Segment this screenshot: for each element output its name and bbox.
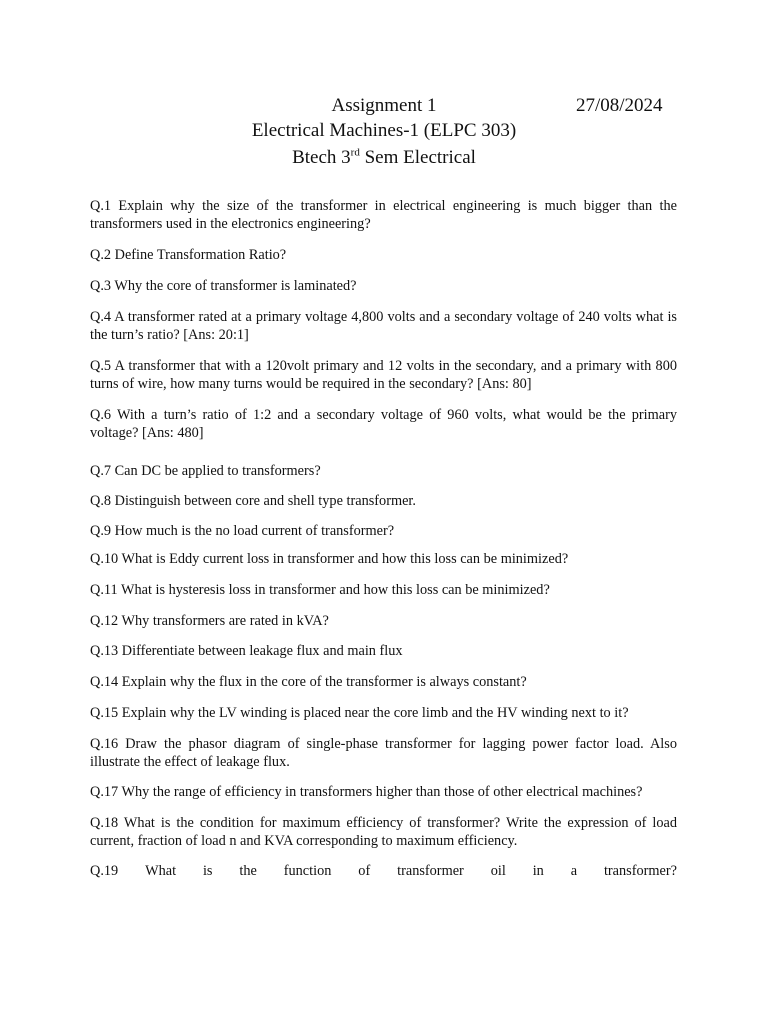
assignment-title: Assignment 1	[331, 95, 437, 116]
question-9: Q.9 How much is the no load current of transformer?	[90, 523, 395, 539]
q19-word: a	[570, 863, 578, 879]
question-12: Q.12 Why transformers are rated in kVA?	[90, 613, 329, 629]
q19-word: the	[239, 863, 257, 879]
program-line	[0, 146, 768, 170]
question-18: Q.18 What is the condition for maximum efficiency of transformer? Write the expression of load current, fraction of load n and KVA corresponding to maximum efficiency.	[90, 815, 677, 849]
question-11: Q.11 What is hysteresis loss in transformer and how this loss can be minimized?	[90, 582, 550, 598]
q19-word: function	[283, 863, 332, 879]
question-10: Q.10 What is Eddy current loss in transformer and how this loss can be minimized?	[90, 551, 569, 567]
program-sup: rd	[350, 146, 360, 159]
assignment-date: 27/08/2024	[576, 95, 663, 116]
program-suffix: Sem Electrical	[359, 147, 476, 168]
question-4: Q.4 A transformer rated at a primary voltage 4,800 volts and a secondary voltage of 240 volts what is the turn’s ratio? [Ans: 20:1]	[90, 309, 677, 343]
q19-word: transformer?	[603, 863, 677, 879]
q19-word: oil	[490, 863, 506, 879]
question-13: Q.13 Differentiate between leakage flux and main flux	[90, 643, 403, 659]
question-1: Q.1 Explain why the size of the transformer in electrical engineering is much bigger than the transformers used in the electronics engineering?	[90, 198, 677, 232]
course-title: Electrical Machines-1 (ELPC 303)	[251, 120, 517, 141]
question-15: Q.15 Explain why the LV winding is placed near the core limb and the HV winding next to it?	[90, 705, 629, 721]
q19-word: transformer	[397, 863, 464, 879]
q19-word: Q.19	[90, 863, 119, 879]
program-prefix: Btech 3	[292, 147, 351, 168]
question-5: Q.5 A transformer that with a 120volt primary and 12 volts in the secondary, and a primary with 800 turns of wire, how many turns would be required in the secondary? [Ans: 80]	[90, 358, 677, 392]
question-16: Q.16 Draw the phasor diagram of single-phase transformer for lagging power factor load. Also illustrate the effect of leakage flux.	[90, 736, 677, 770]
q19-word: in	[532, 863, 544, 879]
q19-word: of	[358, 863, 371, 879]
question-3: Q.3 Why the core of transformer is laminated?	[90, 278, 357, 294]
question-19	[90, 862, 677, 880]
question-2: Q.2 Define Transformation Ratio?	[90, 247, 287, 263]
q19-word: What	[145, 863, 177, 879]
question-7: Q.7 Can DC be applied to transformers?	[90, 463, 321, 479]
question-17: Q.17 Why the range of efficiency in transformers higher than those of other electrical machines?	[90, 784, 643, 800]
question-14: Q.14 Explain why the flux in the core of the transformer is always constant?	[90, 674, 527, 690]
q19-word: is	[202, 863, 213, 879]
question-8: Q.8 Distinguish between core and shell type transformer.	[90, 493, 416, 509]
question-6: Q.6 With a turn’s ratio of 1:2 and a secondary voltage of 960 volts, what would be the primary voltage? [Ans: 480]	[90, 407, 677, 441]
